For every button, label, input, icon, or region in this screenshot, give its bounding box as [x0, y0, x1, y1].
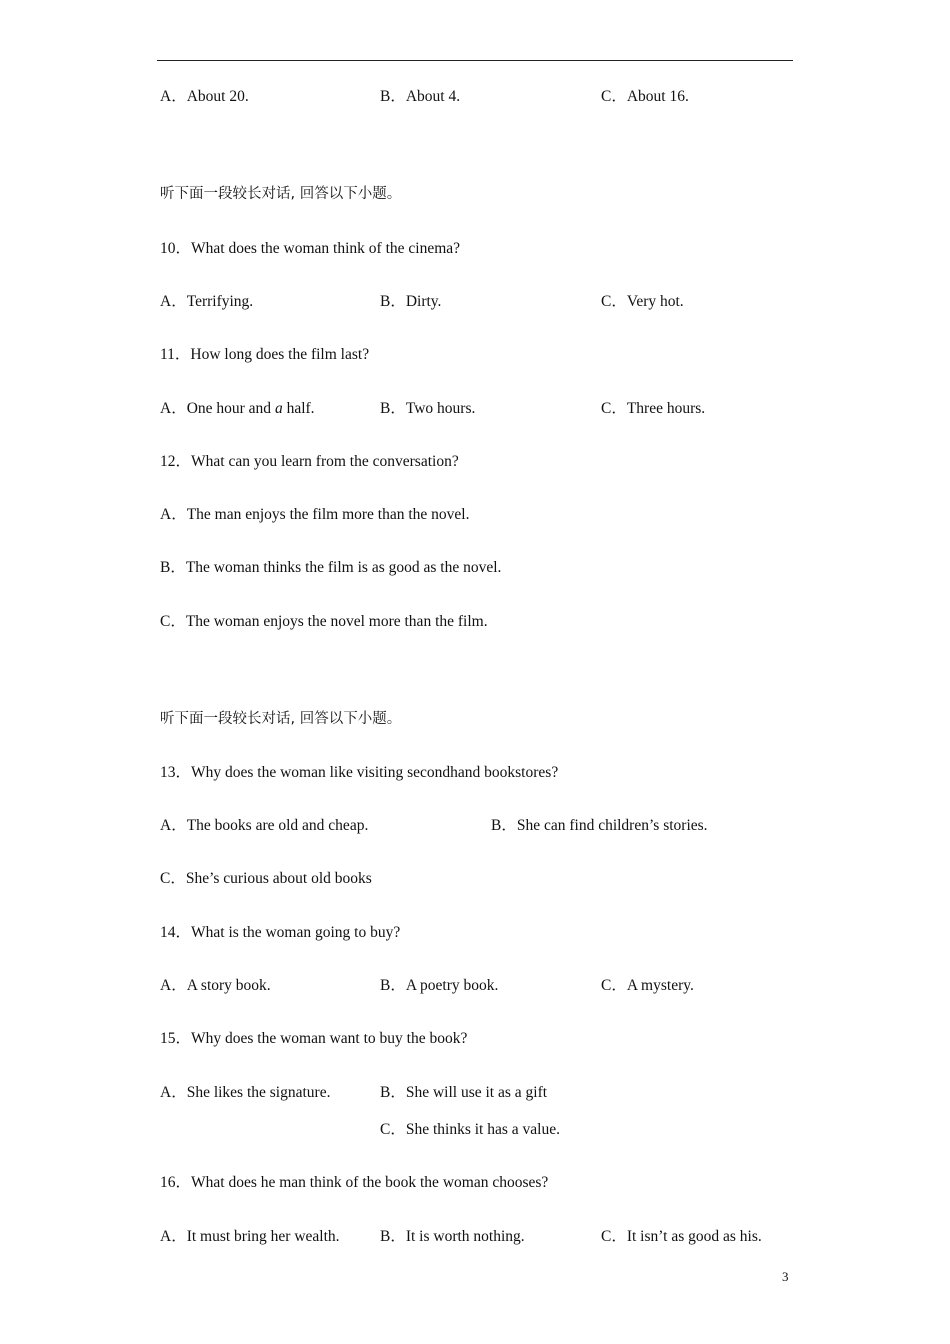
q15-option-b: B．She will use it as a gift [380, 1084, 548, 1101]
header-rule [157, 60, 793, 61]
page-number: 3 [782, 1269, 789, 1284]
q9-option-a: A．About 20. [160, 88, 249, 105]
question-stem: 15．Why does the woman want to buy the book? [160, 1030, 468, 1047]
question-stem: 11．How long does the film last? [160, 346, 370, 363]
q14-option-b: B．A poetry book. [380, 977, 499, 994]
q15-option-c: C．She thinks it has a value. [380, 1121, 560, 1138]
q13-option-a: A．The books are old and cheap. [160, 817, 369, 834]
q10-option-c: C．Very hot. [601, 293, 684, 310]
question-stem: 13．Why does the woman like visiting secondhand bookstores? [160, 764, 559, 781]
question-stem: 16．What does he man think of the book the woman chooses? [160, 1174, 549, 1191]
section-instruction: 听下面一段较长对话, 回答以下小题。 [160, 711, 402, 727]
q15-option-a: A．She likes the signature. [160, 1084, 331, 1101]
q11-option-b: B．Two hours. [380, 400, 476, 417]
question-stem: 10．What does the woman think of the cinema? [160, 240, 461, 257]
q10-option-b: B．Dirty. [380, 293, 442, 310]
section-instruction: 听下面一段较长对话, 回答以下小题。 [160, 186, 402, 202]
q10-option-a: A．Terrifying. [160, 293, 254, 310]
q14-option-a: A．A story book. [160, 977, 271, 994]
q16-option-a: A．It must bring her wealth. [160, 1228, 340, 1245]
q16-option-c: C．It isn’t as good as his. [601, 1228, 762, 1245]
q12-option-b: B．The woman thinks the film is as good as the novel. [160, 559, 502, 576]
question-stem: 12．What can you learn from the conversation? [160, 453, 459, 470]
q9-option-c: C．About 16. [601, 88, 689, 105]
q13-option-c: C．She’s curious about old books [160, 870, 372, 887]
question-stem: 14．What is the woman going to buy? [160, 924, 401, 941]
q11-option-a: A．One hour and a half. [160, 400, 315, 417]
q13-option-b: B．She can find children’s stories. [491, 817, 708, 834]
q9-option-b: B．About 4. [380, 88, 461, 105]
q12-option-a: A．The man enjoys the film more than the novel. [160, 506, 470, 523]
q16-option-b: B．It is worth nothing. [380, 1228, 525, 1245]
q14-option-c: C．A mystery. [601, 977, 694, 994]
q11-option-c: C．Three hours. [601, 400, 706, 417]
q12-option-c: C．The woman enjoys the novel more than the film. [160, 613, 488, 630]
